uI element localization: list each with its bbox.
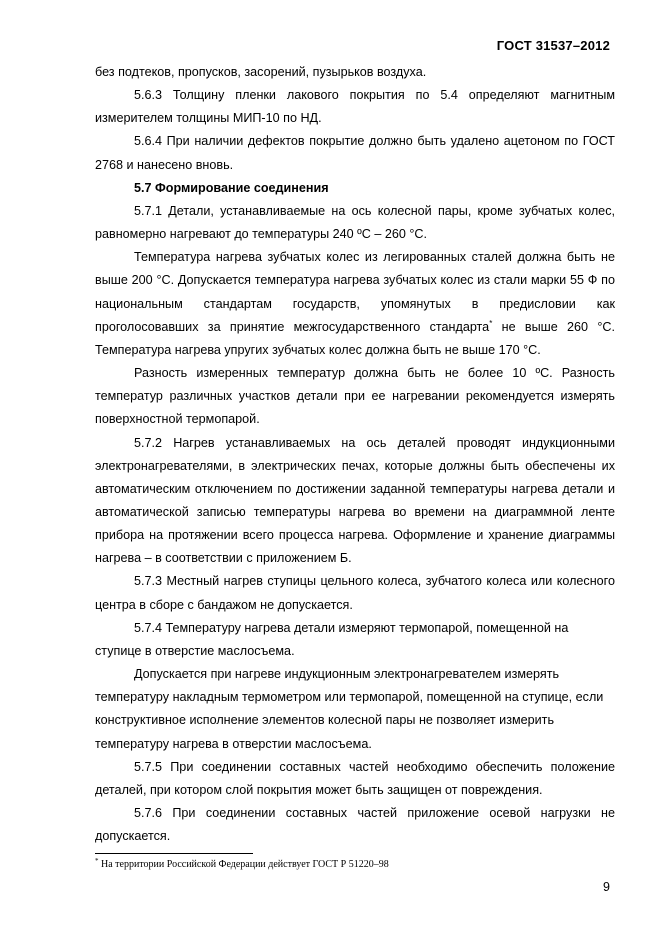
footnote-reference-mark: * [489, 318, 493, 328]
paragraph-induction-measurement: Допускается при нагреве индукционным электронагревателем измерять температуру накладным термометром или термопарой, помещенной на ступице, если конструктивное исполнение элементов колесной пары не позволяет измерить температуру нагрева в отверстии маслосъема. [95, 667, 604, 751]
footnote-mark: * [95, 857, 99, 865]
paragraph-5-7-4: 5.7.4 Температуру нагрева детали измеряют термопарой, помещенной на ступице в отверстие маслосъема. [95, 620, 569, 658]
paragraph-5-7-3: 5.7.3 Местный нагрев ступицы цельного колеса, зубчатого колеса или колесного центра в сборе с бандажом не допускается. [95, 574, 615, 612]
paragraph-5-7-6: 5.7.6 При соединении составных частей приложение осевой нагрузки не допускается. [95, 806, 615, 844]
paragraph-gear-temperature-part2: не выше 260 °С. Температура нагрева упругих зубчатых колес должна быть не выше 170 °С. [95, 319, 615, 357]
paragraph-gear-temperature [95, 246, 615, 362]
page-number: 9 [603, 880, 610, 894]
paragraph-5-7-5: 5.7.5 При соединении составных частей необходимо обеспечить положение деталей, при котором слой покрытия может быть защищен от повреждения. [95, 759, 615, 797]
paragraph-5-7-2: 5.7.2 Нагрев устанавливаемых на ось деталей проводят индукционными электронагревателями, в электрических печах, которые должны быть обеспечены их автоматическим отключением по достижении заданной температуры нагрева детали и автоматической записью температуры нагрева во времени на диаграммной ленте прибора на протяжении всего процесса нагрева. Оформление и хранение диаграммы нагрева – в соответствии с приложением Б. [95, 435, 615, 566]
paragraph-5-6-3: 5.6.3 Толщину пленки лакового покрытия по 5.4 определяют магнитным измерителем толщины МИП-10 по НД. [95, 88, 615, 126]
footnote [95, 858, 389, 872]
paragraph-5-6-4: 5.6.4 При наличии дефектов покрытие должно быть удалено ацетоном по ГОСТ 2768 и нанесено вновь. [95, 134, 615, 172]
paragraph-continuation: без подтеков, пропусков, засорений, пузырьков воздуха. [95, 65, 427, 79]
section-heading-5-7: 5.7 Формирование соединения [134, 180, 329, 195]
paragraph-5-7-1: 5.7.1 Детали, устанавливаемые на ось колесной пары, кроме зубчатых колес, равномерно нагревают до температуры 240 ºС – 260 °С. [95, 203, 615, 242]
paragraph-gear-temperature-part1: Температура нагрева зубчатых колес из легированных сталей должна быть не выше 200 °С. Допускается температура нагрева зубчатых колес из стали марки 55 Ф по национальным стандартам государств, упомянутых в предисловии как проголосовавших за принятие межгосударственного стандарта [95, 250, 615, 334]
document-header-standard: ГОСТ 31537–2012 [496, 38, 610, 53]
paragraph-temperature-difference: Разность измеренных температур должна быть не более 10 ºС. Разность температур различных участков детали при ее нагревании рекомендуется измерять поверхностной термопарой. [95, 366, 615, 427]
footnote-divider [95, 853, 253, 854]
document-body [95, 61, 615, 848]
footnote-text: На территории Российской Федерации действует ГОСТ Р 51220–98 [98, 859, 389, 870]
